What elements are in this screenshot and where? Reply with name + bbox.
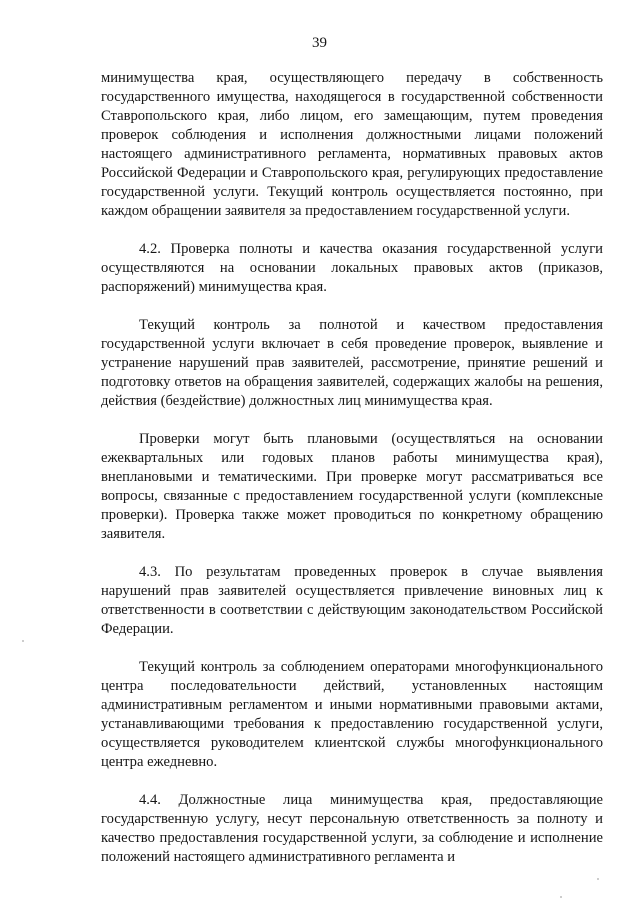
paragraph-continuation: минимущества края, осуществляющего передачу в собственность государственного имущества, находящегося в государственной собственности Ставропольского края, либо лицом, его замещающим, путем проведения проверок соблюдения и исполнения должностными лицами положений настоящего административного регламента, нормативных правовых актов Российской Федерации и Ставропольского края, регулирующих предоставление государственной услуги. Текущий контроль осуществляется постоянно, при каждом обращении заявителя за предоставлением государственной услуги. [101,70,603,219]
scan-speck [22,640,24,642]
paragraph-mfc-control: Текущий контроль за соблюдением операторами многофункционального центра последовательности действий, установленных настоящим административным регламентом и иными нормативными правовыми актами, устанавливающими требования к предоставлению государственной услуги, осуществляется руководителем клиентской службы многофункционального центра ежедневно. [101,659,603,770]
paragraph-current-control: Текущий контроль за полнотой и качеством предоставления государственной услуги включает в себя проведение проверок, выявление и устранение нарушений прав заявителей, рассмотрение, принятие решений и подготовку ответов на обращения заявителей, содержащих жалобы на решения, действия (бездействие) должностных лиц минимущества края. [101,317,603,409]
paragraph-4-2: 4.2. Проверка полноты и качества оказания государственной услуги осуществляются на основании локальных правовых актов (приказов, распоряжений) минимущества края. [101,241,603,295]
paragraph-checks: Проверки могут быть плановыми (осуществляться на основании ежеквартальных или годовых планов работы минимущества края), внеплановыми и тематическими. При проверке могут рассматриваться все вопросы, связанные с предоставлением государственной услуги (комплексные проверки). Проверка также может проводиться по конкретному обращению заявителя. [101,431,603,542]
scan-speck [597,878,599,880]
paragraph-4-4: 4.4. Должностные лица минимущества края, предоставляющие государственную услугу, несут персональную ответственность за полноту и качество предоставления государственной услуги, за соблюдение и исполнение положений настоящего административного регламента и [101,792,603,865]
scan-speck [560,896,562,898]
page-number: 39 [312,35,327,51]
document-body [101,69,603,867]
paragraph-4-3: 4.3. По результатам проведенных проверок в случае выявления нарушений прав заявителей осуществляется привлечение виновных лиц к ответственности в соответствии с действующим законодательством Российской Федерации. [101,564,603,637]
